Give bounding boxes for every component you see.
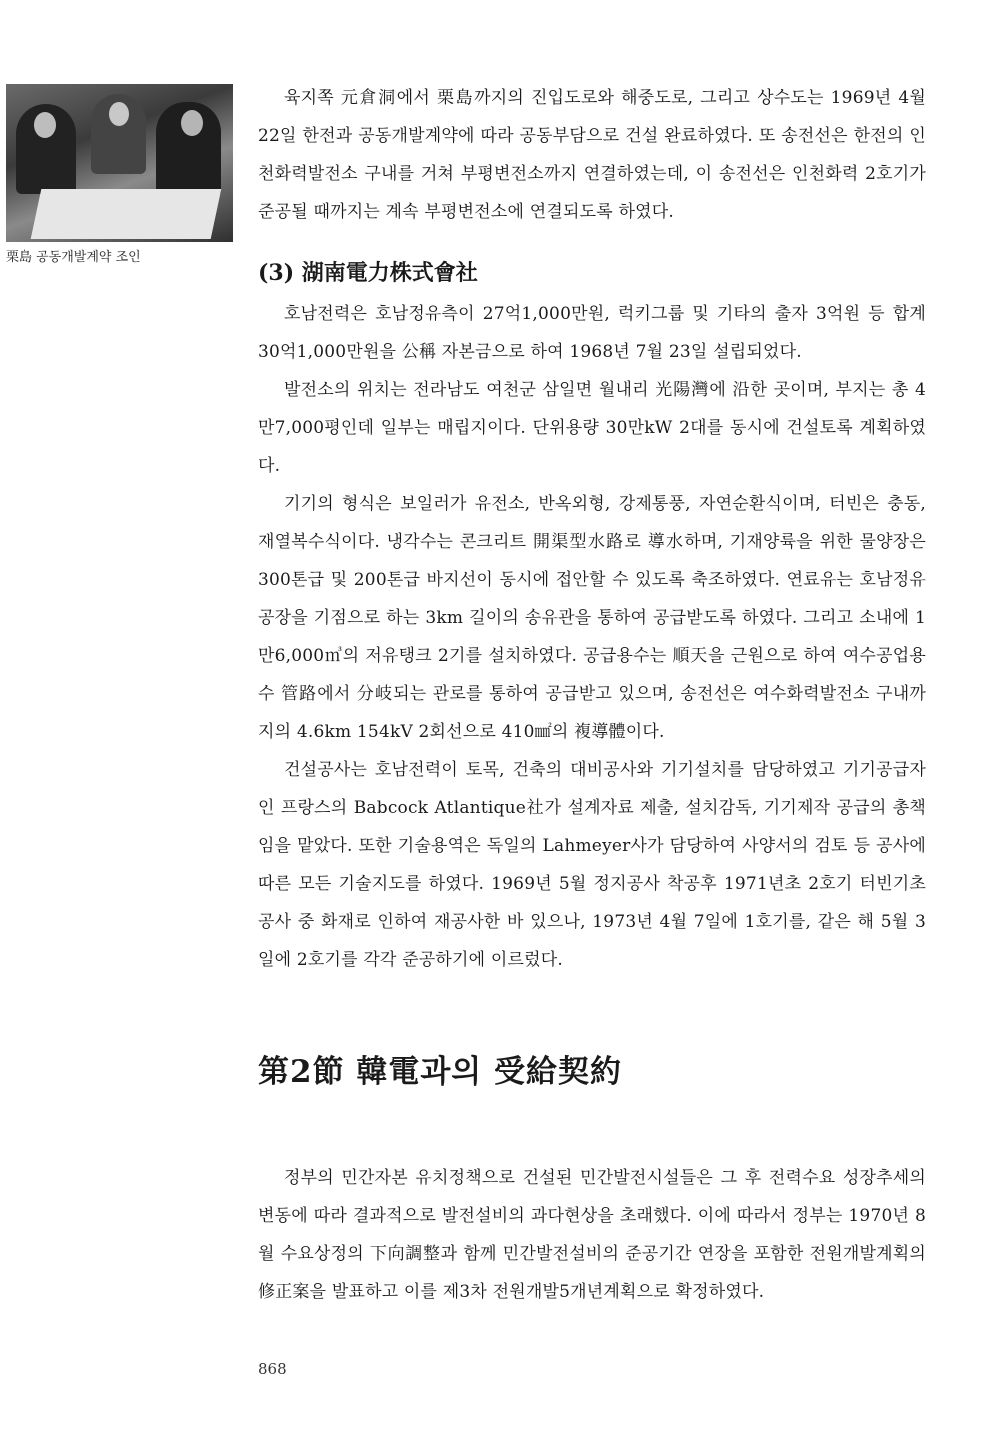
photo-face xyxy=(109,102,129,126)
section-paragraph-1: 호남전력은 호남정유측이 27억1,000만원, 럭키그룹 및 기타의 출자 3억원 등 합계 30억1,000만원을 公稱 자본금으로 하여 1968년 7월 23일 설립되었다. xyxy=(258,304,926,362)
intro-paragraph: 육지쪽 元倉洞에서 栗島까지의 진입도로와 해중도로, 그리고 상수도는 1969년 4월 22일 한전과 공동개발계약에 따라 공동부담으로 건설 완료하였다. 또 송전선은 한전의 인천화력발전소 구내를 거쳐 부평변전소까지 연결하였는데, 이 송전선은 인천화력 2호기가 준공될 때까지는 계속 부평변전소에 연결되도록 하였다. xyxy=(258,88,926,222)
intro-block xyxy=(258,79,926,231)
section-paragraph-4: 건설공사는 호남전력이 토목, 건축의 대비공사와 기기설치를 담당하였고 기기공급자인 프랑스의 Babcock Atlantique社가 설계자료 제출, 설치감독, 기기제작 공급의 총책임을 맡았다. 또한 기술용역은 독일의 Lahmeyer사가 담당하여 사양서의 검토 등 공사에 따른 모든 기술지도를 하였다. 1969년 5월 정지공사 착공후 1971년초 2호기 터빈기초공사 중 화재로 인하여 재공사한 바 있으나, 1973년 4월 7일에 1호기를, 같은 해 5월 3일에 2호기를 각각 준공하기에 이르렀다. xyxy=(258,760,926,970)
photo-table xyxy=(31,189,222,239)
chapter-heading: 第2節 韓電과의 受給契約 xyxy=(258,1054,623,1090)
photo-face xyxy=(34,112,56,138)
chapter-paragraph: 정부의 민간자본 유치정책으로 건설된 민간발전시설들은 그 후 전력수요 성장추세의 변동에 따라 결과적으로 발전설비의 과다현상을 초래했다. 이에 따라서 정부는 1970년 8월 수요상정의 下向調整과 함께 민간발전설비의 준공기간 연장을 포함한 전원개발계획의 修正案을 발표하고 이를 제3차 전원개발5개년계획으로 확정하였다. xyxy=(258,1168,926,1302)
photo-caption: 栗島 공동개발계약 조인 xyxy=(6,250,141,265)
section-paragraph-3: 기기의 형식은 보일러가 유전소, 반옥외형, 강제통풍, 자연순환식이며, 터빈은 충동, 재열복수식이다. 냉각수는 콘크리트 開渠型水路로 導水하며, 기재양륙을 위한 물양장은 300톤급 및 200톤급 바지선이 동시에 접안할 수 있도록 축조하였다. 연료유는 호남정유공장을 기점으로 하는 3km 길이의 송유관을 통하여 공급받도록 하였다. 그리고 소내에 1만6,000㎥의 저유탱크 2기를 설치하였다. 공급용수는 順天을 근원으로 하여 여수공업용수 管路에서 分岐되는 관로를 통하여 공급받고 있으며, 송전선은 여수화력발전소 구내까지의 4.6km 154kV 2회선으로 410㎟의 複導體이다. xyxy=(258,494,926,742)
section-body xyxy=(258,295,926,979)
photo-face xyxy=(181,110,203,136)
page-number: 868 xyxy=(258,1360,287,1378)
section-heading: (3) 湖南電力株式會社 xyxy=(258,260,478,286)
chapter-body xyxy=(258,1159,926,1311)
contract-signing-photo xyxy=(6,84,233,242)
section-paragraph-2: 발전소의 위치는 전라남도 여천군 삼일면 월내리 光陽灣에 沿한 곳이며, 부지는 총 4만7,000평인데 일부는 매립지이다. 단위용량 30만kW 2대를 동시에 건설토록 계획하였다. xyxy=(258,380,926,476)
